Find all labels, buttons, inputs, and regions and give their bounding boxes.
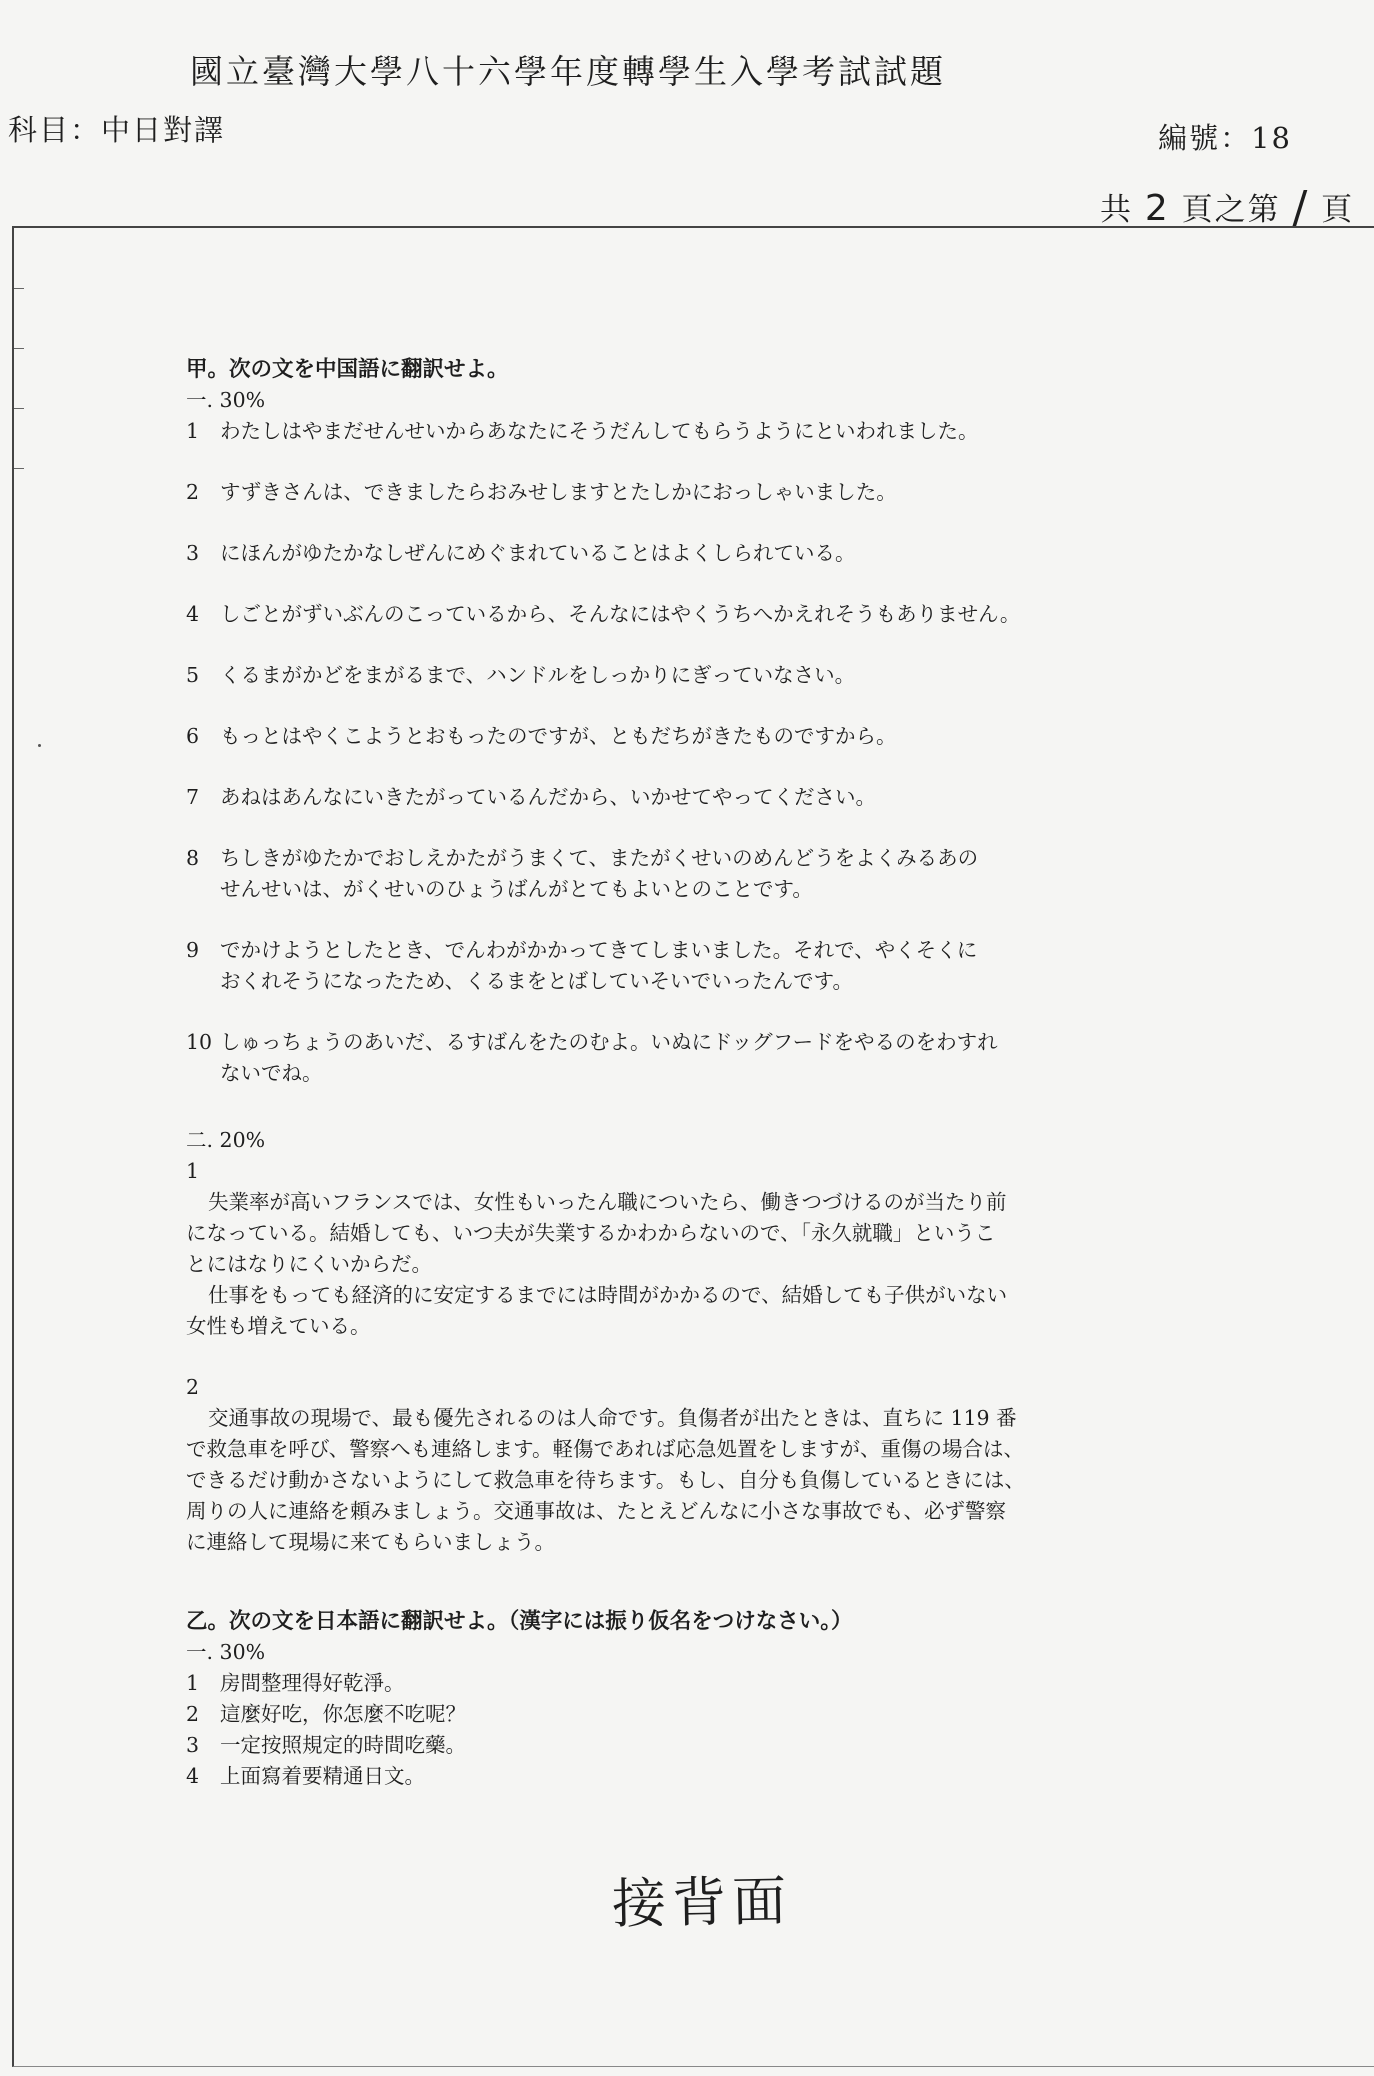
question-item xyxy=(186,721,1196,752)
question-number: 4 xyxy=(186,602,200,626)
translation-text: 房間整理得好乾淨。 xyxy=(220,1671,405,1695)
section-a-part1-label: 一. 30% xyxy=(186,388,266,412)
page-prefix: 共 xyxy=(1100,192,1133,228)
passage-line: で救急車を呼び、警察へも連絡します。軽傷であれば応急処置をしますが、重傷の場合は、 xyxy=(186,1437,1025,1461)
question-item xyxy=(186,843,1196,905)
question-text xyxy=(220,660,1196,691)
translation-number: 4 xyxy=(186,1764,200,1788)
question-line: すずきさんは、できましたらおみせしますとたしかにおっしゃいました。 xyxy=(220,480,897,504)
passage-line: になっている。結婚しても、いつ夫が失業するかわからないので、「永久就職」というこ xyxy=(186,1221,996,1245)
question-text xyxy=(220,782,1196,813)
question-item xyxy=(186,782,1196,813)
passage-line: 仕事をもっても経済的に安定するまでには時間がかかるので、結婚しても子供がいない xyxy=(208,1283,1008,1307)
question-line: しごとがずいぶんのこっているから、そんなにはやくうちへかえれそうもありません。 xyxy=(220,602,1021,626)
translation-item xyxy=(186,1730,1196,1761)
question-item xyxy=(186,416,1196,447)
question-number: 6 xyxy=(186,724,200,748)
question-item xyxy=(186,538,1196,569)
section-a-heading: 甲。次の文を中国語に翻訳せよ。 xyxy=(186,357,509,382)
question-line: しゅっちょうのあいだ、るすばんをたのむよ。いぬにドッグフードをやるのをわすれ xyxy=(220,1030,998,1054)
translation-text: 一定按照規定的時間吃藥。 xyxy=(220,1733,466,1757)
exam-code: 編號：18 xyxy=(1158,121,1292,155)
translation-number: 1 xyxy=(186,1671,200,1695)
question-line: にほんがゆたかなしぜんにめぐまれていることはよくしられている。 xyxy=(220,541,856,565)
passage xyxy=(186,1372,1196,1558)
exam-content xyxy=(186,354,1196,1792)
page-current: / xyxy=(1292,182,1310,233)
page-indicator xyxy=(1100,180,1354,231)
translation-text: 這麼好吃，你怎麼不吃呢？ xyxy=(220,1702,466,1726)
passage-line: 失業率が高いフランスでは、女性もいったん職についたら、働きつづけるのが当たり前 xyxy=(208,1190,1007,1214)
page-total: 2 xyxy=(1144,188,1170,229)
question-line: せんせいは、がくせいのひょうばんがとてもよいとのことです。 xyxy=(220,877,813,901)
section-b-part1-label: 一. 30% xyxy=(186,1640,266,1664)
translation-number: 2 xyxy=(186,1702,200,1726)
section-a-part1-list xyxy=(186,416,1196,1089)
translation-text: 上面寫着要精通日文。 xyxy=(220,1764,425,1788)
question-number: 7 xyxy=(186,785,200,809)
passage-line: に連絡して現場に来てもらいましょう。 xyxy=(186,1530,555,1554)
question-line: わたしはやまだせんせいからあなたにそうだんしてもらうようにといわれました。 xyxy=(220,419,979,443)
page-middle: 頁之第 xyxy=(1181,192,1281,228)
exam-title: 國立臺灣大學八十六學年度轉學生入學考試試題 xyxy=(190,52,946,91)
speck xyxy=(38,744,41,747)
question-number: 10 xyxy=(186,1030,213,1054)
question-line: ないでね。 xyxy=(220,1061,323,1085)
question-line: でかけようとしたとき、でんわがかかってきてしまいました。それで、やくそくに xyxy=(220,938,978,962)
question-text xyxy=(220,599,1196,630)
question-item xyxy=(186,477,1196,508)
question-line: もっとはやくこようとおもったのですが、ともだちがきたものですから。 xyxy=(220,724,897,748)
translation-item xyxy=(186,1699,1196,1730)
turn-over-note: 接背面 xyxy=(611,1869,793,1936)
section-a-part2-label: 二. 20% xyxy=(186,1128,266,1152)
question-number: 5 xyxy=(186,663,200,687)
question-line: ちしきがゆたかでおしえかたがうまくて、またがくせいのめんどうをよくみるあの xyxy=(220,846,979,870)
question-item xyxy=(186,1027,1196,1089)
translation-item xyxy=(186,1668,1196,1699)
question-text xyxy=(220,1027,1196,1089)
passage xyxy=(186,1156,1196,1342)
passage-line: 周りの人に連絡を頼みましょう。交通事故は、たとえどんなに小さな事故でも、必ず警察 xyxy=(186,1499,1006,1523)
translation-number: 3 xyxy=(186,1733,200,1757)
subject-label: 科目：中日對譯 xyxy=(8,113,226,147)
passage-number: 2 xyxy=(186,1375,200,1399)
passage-line: できるだけ動かさないようにして救急車を待ちます。もし、自分も負傷しているときには、 xyxy=(186,1468,1025,1492)
section-b-part1-list xyxy=(186,1668,1196,1792)
translation-item xyxy=(186,1761,1196,1792)
question-item xyxy=(186,599,1196,630)
question-number: 2 xyxy=(186,480,200,504)
section-b-heading: 乙。次の文を日本語に翻訳せよ。（漢字には振り仮名をつけなさい。） xyxy=(186,1609,853,1634)
question-text xyxy=(220,477,1196,508)
section-a-part2-passages xyxy=(186,1156,1196,1558)
question-item xyxy=(186,660,1196,691)
question-text xyxy=(220,721,1196,752)
passage-line: 交通事故の現場で、最も優先されるのは人命です。負傷者が出たときは、直ちに 119 番 xyxy=(208,1406,1017,1430)
passage-line: 女性も増えている。 xyxy=(186,1314,371,1338)
question-number: 3 xyxy=(186,541,200,565)
passage-line: とにはなりにくいからだ。 xyxy=(186,1252,432,1276)
passage-number: 1 xyxy=(186,1159,200,1183)
question-text xyxy=(220,935,1196,997)
question-line: おくれそうになったため、くるまをとばしていそいでいったんです。 xyxy=(220,969,854,993)
question-text xyxy=(220,538,1196,569)
question-number: 1 xyxy=(186,419,200,443)
question-text xyxy=(220,416,1196,447)
question-line: くるまがかどをまがるまで、ハンドルをしっかりにぎっていなさい。 xyxy=(220,663,856,687)
question-number: 9 xyxy=(186,938,200,962)
question-number: 8 xyxy=(186,846,200,870)
question-line: あねはあんなにいきたがっているんだから、いかせてやってください。 xyxy=(220,785,876,809)
page-suffix: 頁 xyxy=(1321,192,1355,228)
question-text xyxy=(220,843,1196,905)
question-item xyxy=(186,935,1196,997)
